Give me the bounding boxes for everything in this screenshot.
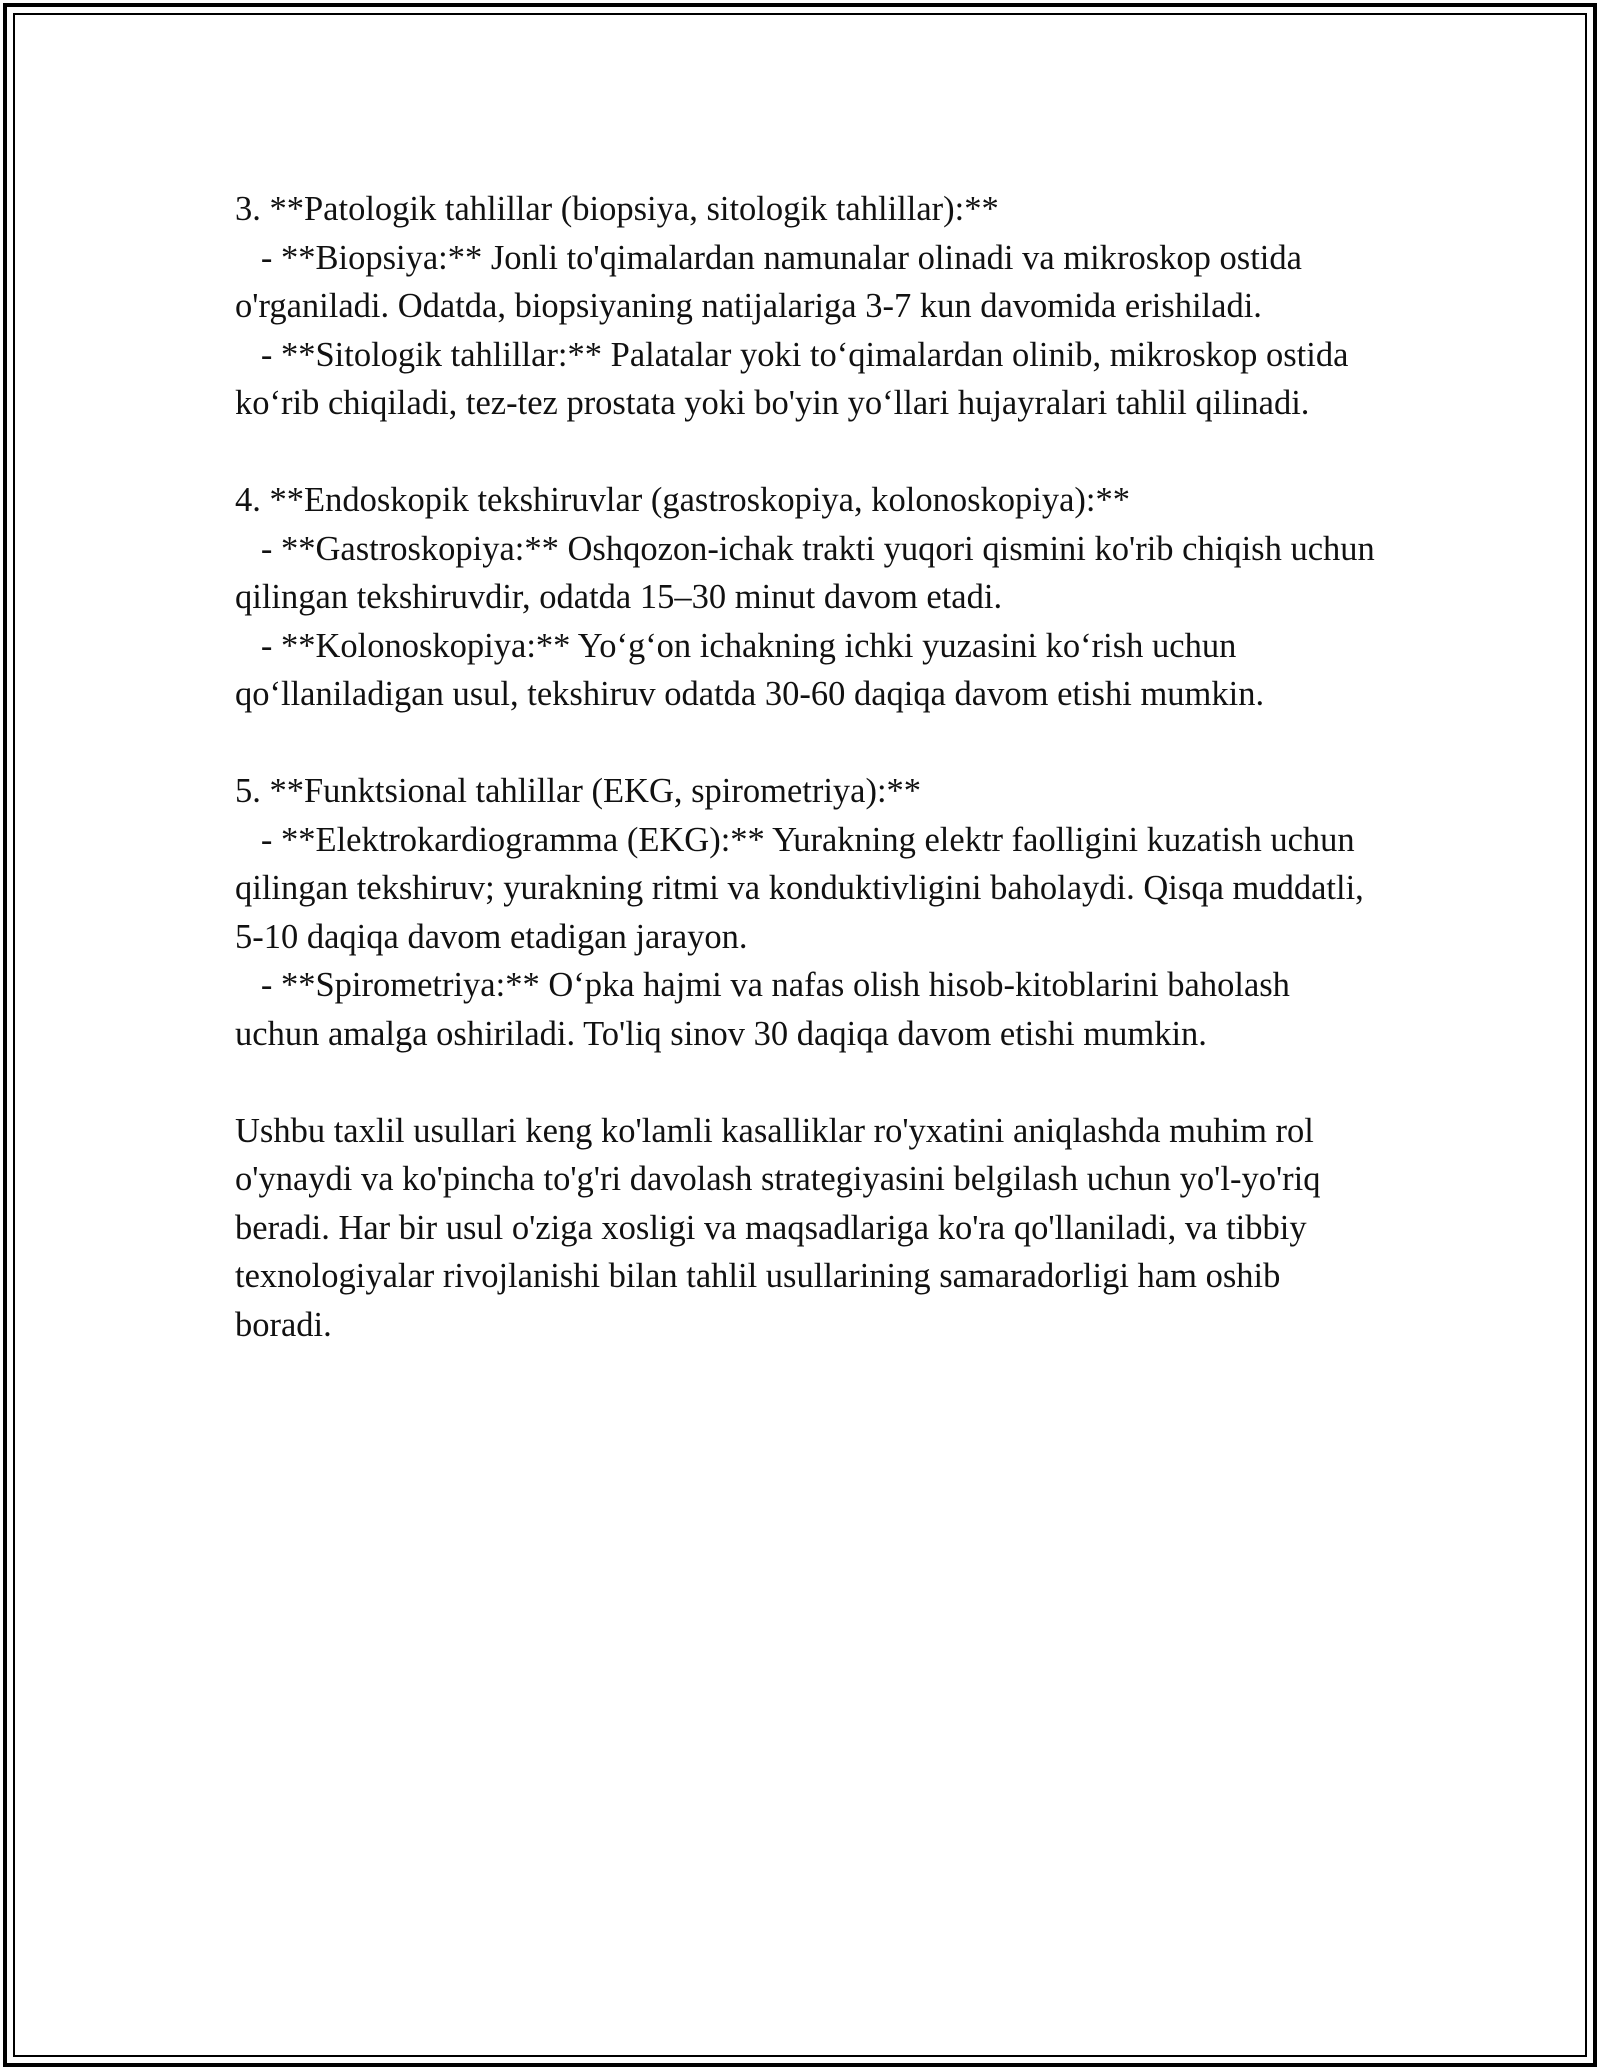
section-3-item-sitologik-text: - **Sitologik tahlillar:** Palatalar yoki to‘qimalardan olinib, mikroskop ostida ko‘rib chiqiladi, tez-tez prostata yoki bo'yin yo‘llari hujayralari tahlil qilinadi.: [235, 335, 1349, 422]
section-5-item-ekg-text: - **Elektrokardiogramma (EKG):** Yurakning elektr faolligini kuzatish uchun qilingan tekshiruv; yurakning ritmi va konduktivligini baholaydi. Qisqa muddatli, 5-10 daqiqa davom etadigan jarayon.: [235, 820, 1364, 956]
section-3-item-biopsiya-text: - **Biopsiya:** Jonli to'qimalardan namunalar olinadi va mikroskop ostida o'rganiladi. Odatda, biopsiyaning natijalariga 3-7 kun davomida erishiladi.: [235, 238, 1302, 325]
paragraph-gap: [235, 719, 1375, 768]
paragraph-gap: [235, 428, 1375, 477]
paragraph-gap: [235, 1058, 1375, 1107]
section-3-heading: 3. **Patologik tahlillar (biopsiya, sitologik tahlillar):**: [235, 190, 999, 228]
section-5-item-spirometriya: [235, 961, 1375, 1058]
section-5-item-spirometriya-text: - **Spirometriya:** O‘pka hajmi va nafas olish hisob-kitoblarini baholash uchun amalga oshiriladi. To'liq sinov 30 daqiqa davom etishi mumkin.: [235, 966, 1290, 1053]
document-body: [235, 185, 1375, 1349]
section-4-item-kolonoskopiya-text: - **Kolonoskopiya:** Yo‘g‘on ichakning ichki yuzasini ko‘rish uchun qo‘llaniladigan usul, tekshiruv odatda 30-60 daqiqa davom etishi mumkin.: [235, 626, 1265, 713]
section-4-item-kolonoskopiya: [235, 622, 1375, 719]
section-5-item-ekg: [235, 816, 1375, 962]
section-3-item-biopsiya: [235, 234, 1375, 331]
conclusion-paragraph: Ushbu taxlil usullari keng ko'lamli kasalliklar ro'yxatini aniqlashda muhim rol o'ynaydi va ko'pincha to'g'ri davolash strategiyasini belgilash uchun yo'l-yo'riq beradi. Har bir usul o'ziga xosligi va maqsadlariga ko'ra qo'llaniladi, va tibbiy texnologiyalar rivojlanishi bilan tahlil usullarining samaradorligi ham oshib boradi.: [235, 1111, 1321, 1344]
section-4-item-gastroskopiya-text: - **Gastroskopiya:** Oshqozon-ichak trakti yuqori qismini ko'rib chiqish uchun qilingan tekshiruvdir, odatda 15–30 minut davom etadi.: [235, 529, 1375, 616]
section-3-item-sitologik: [235, 331, 1375, 428]
section-5-heading: 5. **Funktsional tahlillar (EKG, spirometriya):**: [235, 772, 922, 810]
section-4-heading: 4. **Endoskopik tekshiruvlar (gastroskopiya, kolonoskopiya):**: [235, 481, 1130, 519]
section-4-item-gastroskopiya: [235, 525, 1375, 622]
